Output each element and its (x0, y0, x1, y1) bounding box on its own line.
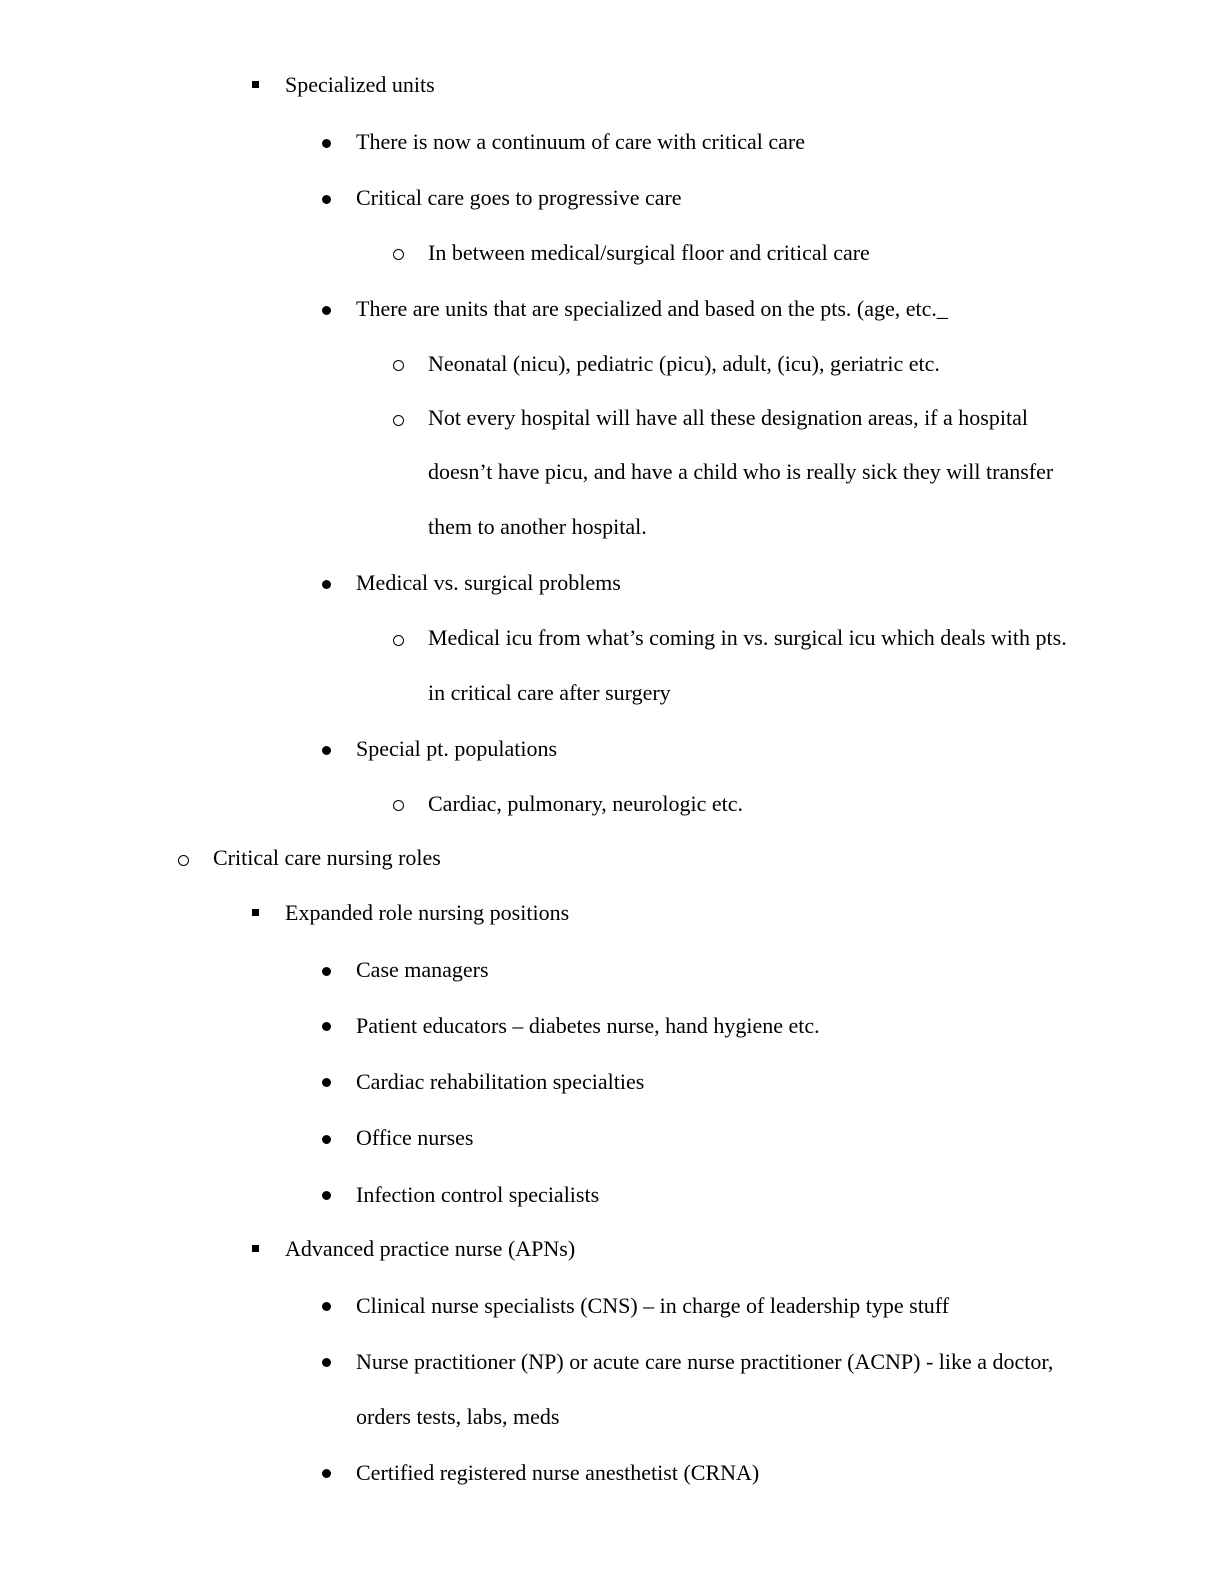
outline-line: There is now a continuum of care with critical care (356, 129, 805, 154)
bullet-icon (322, 195, 331, 204)
circle-bullet-icon (393, 415, 404, 426)
outline-line: in critical care after surgery (428, 680, 671, 705)
bullet-icon (322, 580, 331, 589)
outline-line: Not every hospital will have all these designation areas, if a hospital (428, 405, 1028, 430)
outline-line: Neonatal (nicu), pediatric (picu), adult, (icu), geriatric etc. (428, 351, 940, 376)
outline-line: Infection control specialists (356, 1182, 600, 1207)
outline-line: Certified registered nurse anesthetist (CRNA) (356, 1460, 760, 1485)
bullet-icon (322, 1302, 331, 1311)
outline-line: Cardiac, pulmonary, neurologic etc. (428, 791, 744, 816)
bullet-icon (322, 1358, 331, 1367)
outline-line: doesn’t have picu, and have a child who is really sick they will transfer (428, 459, 1054, 484)
outline-line: Patient educators – diabetes nurse, hand hygiene etc. (356, 1013, 820, 1038)
outline-line: Medical vs. surgical problems (356, 570, 621, 595)
circle-bullet-icon (178, 855, 189, 866)
outline-line: Specialized units (285, 72, 435, 97)
outline-line: Case managers (356, 957, 489, 982)
outline-line: orders tests, labs, meds (356, 1404, 560, 1429)
bullet-icon (322, 1078, 331, 1087)
outline-line: Nurse practitioner (NP) or acute care nurse practitioner (ACNP) - like a doctor, (356, 1349, 1054, 1374)
bullet-icon (322, 139, 331, 148)
outline-line: Advanced practice nurse (APNs) (285, 1236, 576, 1261)
outline-line: Critical care goes to progressive care (356, 185, 682, 210)
square-bullet-icon (252, 81, 259, 88)
outline-line: Critical care nursing roles (213, 845, 441, 870)
circle-bullet-icon (393, 249, 404, 260)
outline-line: Clinical nurse specialists (CNS) – in charge of leadership type stuff (356, 1293, 950, 1318)
outline-line: There are units that are specialized and based on the pts. (age, etc._ (356, 296, 948, 321)
outline-line: Special pt. populations (356, 736, 558, 761)
bullet-icon (322, 1135, 331, 1144)
bullet-icon (322, 1191, 331, 1200)
square-bullet-icon (252, 1245, 259, 1252)
bullet-icon (322, 1022, 331, 1031)
outline-line: them to another hospital. (428, 514, 647, 539)
outline-line: In between medical/surgical floor and critical care (428, 240, 870, 265)
circle-bullet-icon (393, 635, 404, 646)
outline-line: Medical icu from what’s coming in vs. surgical icu which deals with pts. (428, 625, 1067, 650)
outline-line: Cardiac rehabilitation specialties (356, 1069, 645, 1094)
outline-line: Office nurses (356, 1125, 474, 1150)
bullet-icon (322, 1469, 331, 1478)
bullet-icon (322, 967, 331, 976)
circle-bullet-icon (393, 800, 404, 811)
square-bullet-icon (252, 909, 259, 916)
outline-line: Expanded role nursing positions (285, 900, 570, 925)
circle-bullet-icon (393, 360, 404, 371)
bullet-icon (322, 306, 331, 315)
bullet-icon (322, 746, 331, 755)
